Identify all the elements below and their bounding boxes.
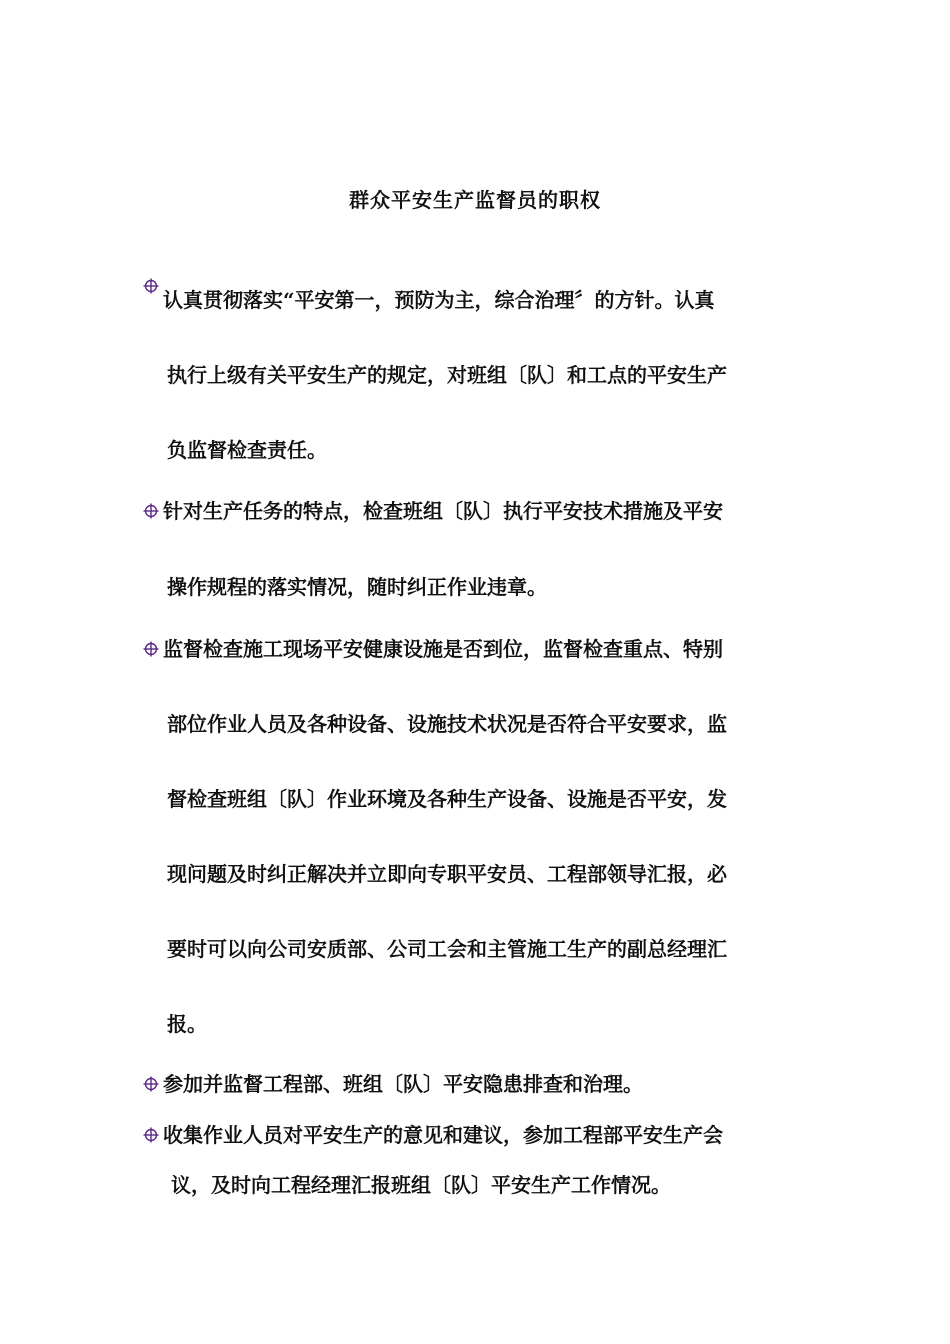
item-line: 操作规程的落实情况，随时纠正作业违章。 [167, 575, 547, 599]
crosshair-circle-icon [143, 503, 159, 519]
crosshair-circle-icon [143, 641, 159, 657]
item-line: 报。 [167, 1012, 207, 1036]
crosshair-circle-icon [143, 1127, 159, 1143]
crosshair-circle-icon [143, 1076, 159, 1092]
item-line: 针对生产任务的特点，检查班组〔队〕执行平安技术措施及平安 [163, 499, 723, 523]
item-line: 部位作业人员及各种设备、设施技术状况是否符合平安要求，监 [167, 712, 727, 736]
item-line: 议，及时向工程经理汇报班组〔队〕平安生产工作情况。 [171, 1173, 671, 1197]
item-line: 收集作业人员对平安生产的意见和建议，参加工程部平安生产会 [163, 1123, 723, 1147]
crosshair-circle-icon [143, 278, 159, 294]
item-line: 负监督检查责任。 [167, 438, 327, 462]
item-line: 监督检查施工现场平安健康设施是否到位，监督检查重点、特别 [163, 637, 723, 661]
page-title: 群众平安生产监督员的职权 [349, 188, 601, 212]
item-line: 要时可以向公司安质部、公司工会和主管施工生产的副总经理汇 [167, 937, 727, 961]
item-line: 执行上级有关平安生产的规定，对班组〔队〕和工点的平安生产 [167, 363, 727, 387]
item-line: 认真贯彻落实“平安第一，预防为主，综合治理〞的方针。认真 [163, 288, 715, 312]
item-line: 参加并监督工程部、班组〔队〕平安隐患排查和治理。 [163, 1072, 643, 1096]
item-line: 现问题及时纠正解决并立即向专职平安员、工程部领导汇报，必 [167, 862, 727, 886]
item-line: 督检查班组〔队〕作业环境及各种生产设备、设施是否平安，发 [167, 787, 727, 811]
